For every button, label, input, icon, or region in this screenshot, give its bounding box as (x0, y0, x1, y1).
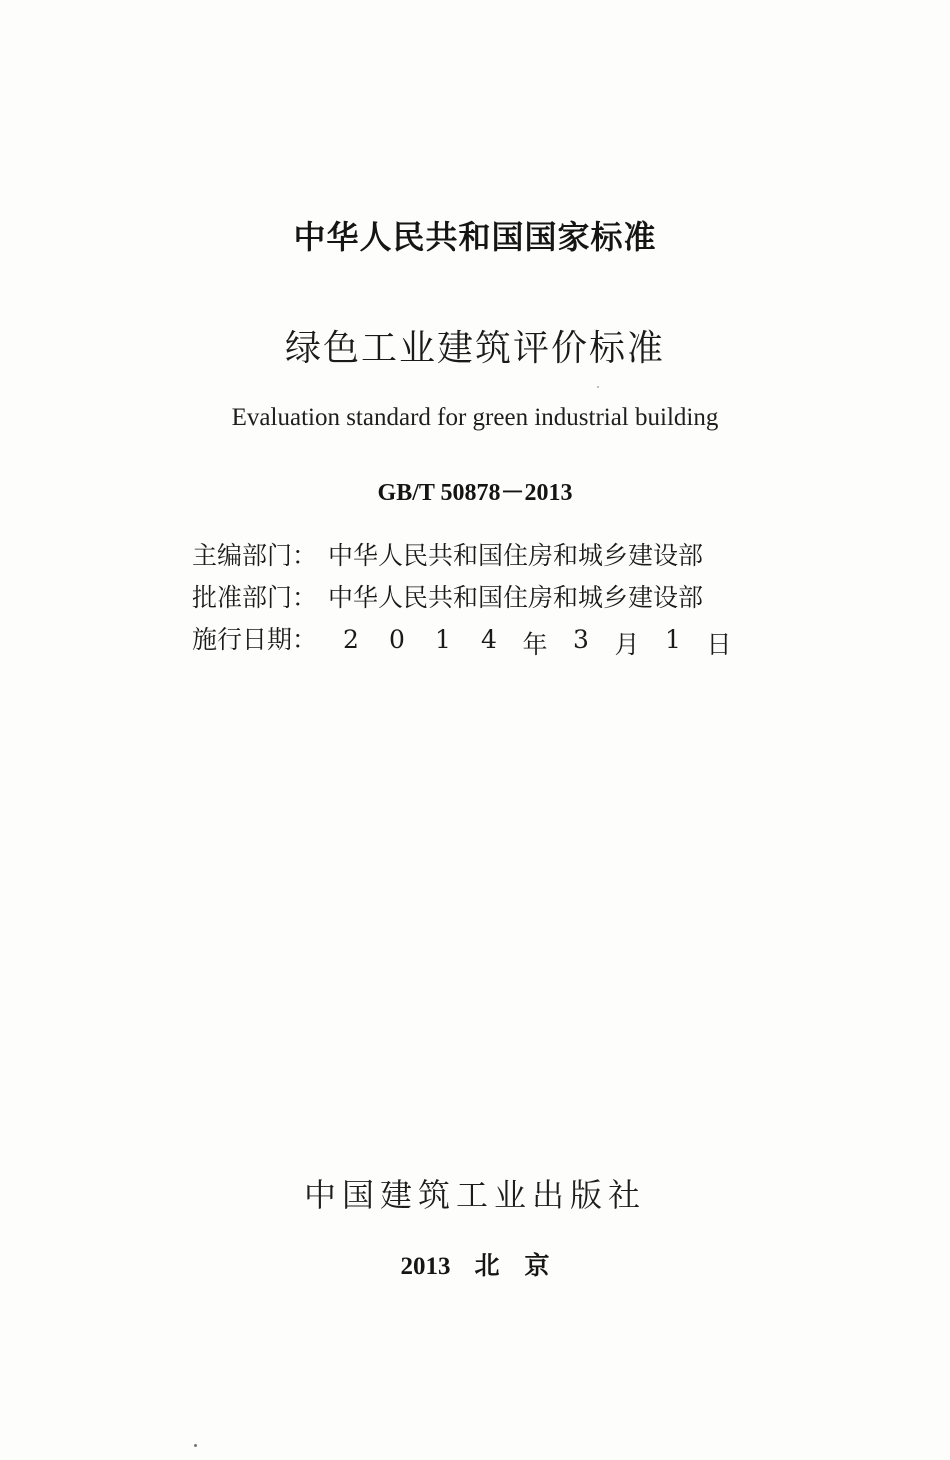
publication-place: 北 京 (474, 1253, 550, 1280)
scan-speck (597, 386, 599, 388)
effective-date-value (328, 625, 742, 661)
editor-value: 中华人民共和国住房和城乡建设部 (328, 541, 704, 570)
info-block (192, 536, 752, 662)
scan-speck (194, 1444, 197, 1447)
date-part: 1 (435, 625, 451, 654)
english-title: Evaluation standard for green industrial building (231, 404, 719, 431)
standard-code: GB/T 50878－2013 (377, 480, 573, 506)
editor-label: 主编部门： (192, 541, 318, 570)
date-part: 3 (573, 625, 589, 654)
date-part: 月 (614, 630, 640, 659)
date-part: 0 (389, 625, 405, 654)
effective-date-label: 施行日期： (192, 625, 318, 654)
effective-date-row (192, 620, 752, 662)
publication-year: 2013 (400, 1253, 451, 1280)
approver-row (192, 578, 752, 620)
editor-row (192, 536, 752, 578)
date-part: 2 (343, 625, 359, 654)
publisher: 中国建筑工业出版社 (303, 1176, 646, 1214)
series-title: 中华人民共和国国家标准 (293, 218, 657, 256)
approver-label: 批准部门： (192, 583, 318, 612)
main-title: 绿色工业建筑评价标准 (284, 328, 665, 369)
approver-value: 中华人民共和国住房和城乡建设部 (328, 583, 704, 612)
date-part: 1 (665, 625, 681, 654)
date-part: 日 (706, 630, 732, 659)
publication-line (0, 1246, 950, 1282)
date-part: 年 (522, 630, 548, 659)
date-part: 4 (481, 625, 497, 654)
